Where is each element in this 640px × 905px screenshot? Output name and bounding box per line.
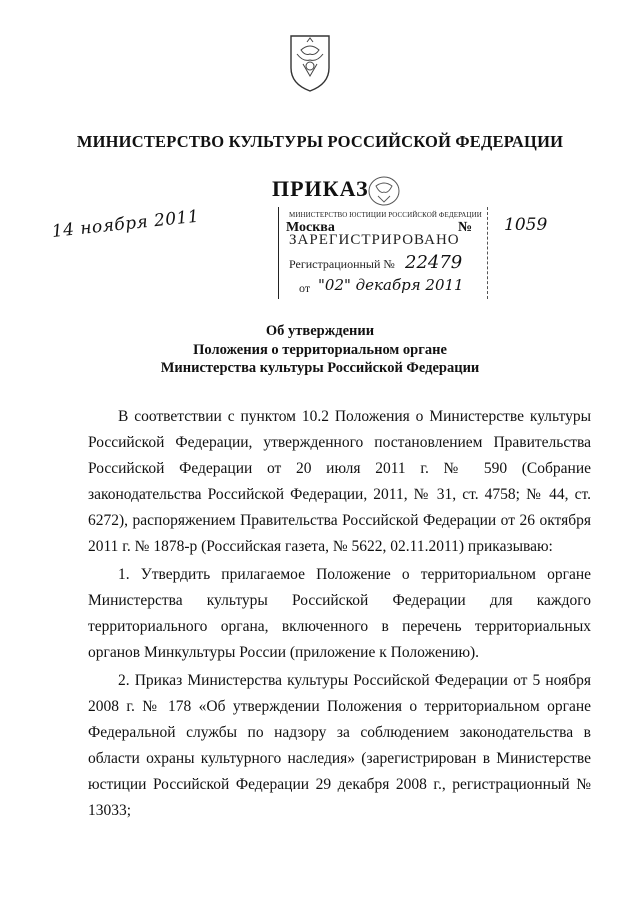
stamp-reg-number-label: Регистрационный № (289, 257, 395, 271)
stamp-date: "02" декабря 2011 (318, 276, 464, 294)
stamp-organization: МИНИСТЕРСТВО ЮСТИЦИИ РОССИЙСКОЙ ФЕДЕРАЦИИ (289, 211, 482, 219)
document-title (0, 322, 640, 378)
paragraph-item-1: 1. Утвердить прилагаемое Положение о территориальном органе Министерства культуры Российской Федерации для каждого территориального органа, включенного в перечень территориальных органов Минкультуры России (приложение к Положению). (88, 566, 591, 661)
title-line-2: Положения о территориальном органе (193, 341, 447, 358)
order-number-handwritten: 1059 (504, 215, 548, 235)
order-title: ПРИКАЗ (272, 176, 369, 201)
stamp-reg-number: 22479 (405, 252, 463, 273)
paragraph-item-2: 2. Приказ Министерства культуры Российской Федерации от 5 ноября 2008 г. № 178 «Об утверждении Положения о территориальном органе Федеральной службы по надзору за соблюдением законодательства в области охраны культурного наследия» (зарегистрирован в Министерстве юстиции Российской Федерации 29 декабря 2008 г., регистрационный № 13033; (88, 672, 591, 819)
seal-icon (364, 174, 404, 208)
state-emblem-icon (285, 32, 335, 94)
stamp-registered: ЗАРЕГИСТРИРОВАНО (289, 232, 460, 248)
order-date-handwritten: 14 ноября 2011 (50, 206, 201, 242)
order-city: Москва (286, 220, 335, 235)
title-line-3: Министерства культуры Российской Федерации (160, 360, 480, 376)
stamp-date-label: от (299, 281, 311, 295)
title-line-1: Об утверждении (265, 323, 375, 339)
order-number-sign: № (458, 220, 473, 235)
ministry-heading: МИНИСТЕРСТВО КУЛЬТУРЫ РОССИЙСКОЙ ФЕДЕРАЦИИ (76, 132, 564, 151)
document-body (88, 404, 591, 824)
paragraph-preamble: В соответствии с пунктом 10.2 Положения о Министерстве культуры Российской Федерации, утвержденного постановлением Правительства Российской Федерации от 20 июля 2011 г. № 590 (Собрание законодательства Российской Федерации, 2011, № 31, ст. 4758; № 44, ст. 6272), распоряжением Правительства Российской Федерации от 26 октября 2011 г. № 1878-р (Российская газета, № 5622, 02.11.2011) приказываю: (88, 408, 591, 555)
